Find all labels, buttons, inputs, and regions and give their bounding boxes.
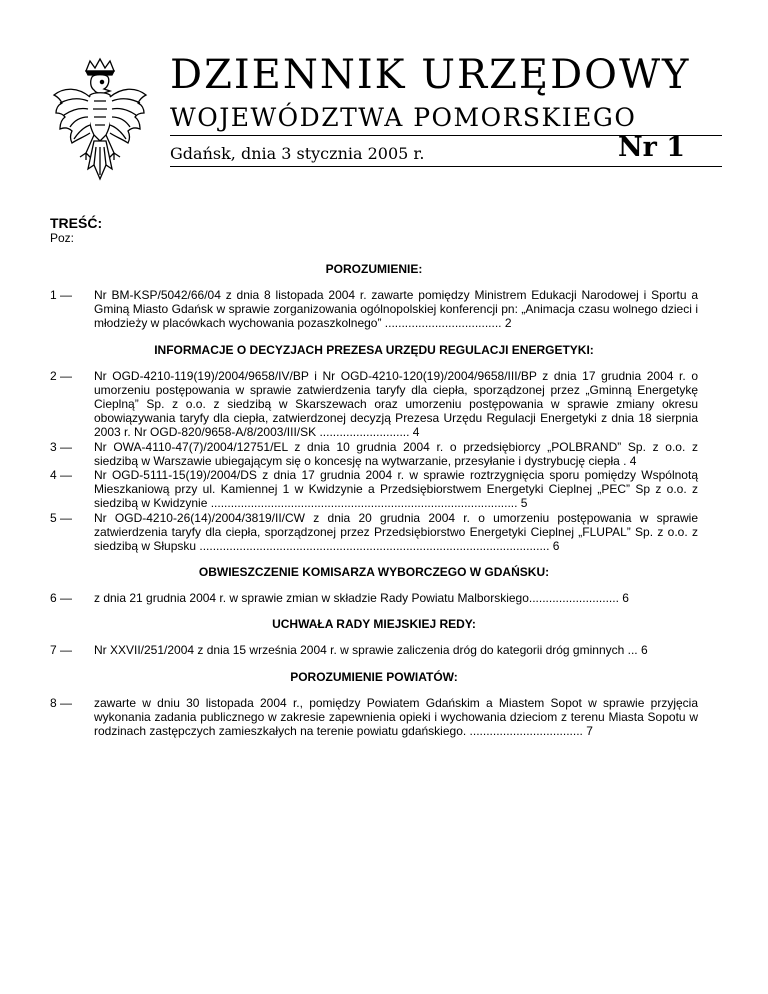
entry-text: Nr OGD-4210-119(19)/2004/9658/IV/BP i Nr OGD-4210-120(19)/2004/9658/III/BP z dnia 17 grudnia 2004 r. o umorzeniu postępowania w sprawie zatwierdzenia taryfy dla ciepła, sporządzonej przez „Gminną Energetykę Cieplną” Sp. z o.o. z siedzibą w Skarszewach oraz umorzeniu postępowania w sprawie zmiany okresu obowiązywania taryfy dla ciepła, zatwierdzonej decyzją Prezesa Urzędu Regulacji Energetyki z dnia 18 sierpnia 2003 r. Nr OGD-820/9658-A/8/2003/III/SK ........................... 4 <box>94 368 698 440</box>
toc-entry <box>50 696 698 739</box>
entry-text: zawarte w dniu 30 listopada 2004 r., pomiędzy Powiatem Gdańskim a Miastem Sopot w sprawie przyjęcia wykonania zadania publicznego w zakresie zapewnienia opieki i wychowania dzieciom z terenu Miasta Sopotu w rodzinach zastępczych zamieszkałych na terenie powiatu gdańskiego. .................................. 7 <box>94 695 698 739</box>
entry-text: Nr OWA-4110-47(7)/2004/12751/EL z dnia 10 grudnia 2004 r. o przedsiębiorcy „POLBRAND” Sp. z o.o. z siedzibą w Warszawie ubiegającym się o koncesję na wytwarzanie, przesyłanie i dystrybucję ciepła . 4 <box>94 439 698 468</box>
issue-number: Nr 1 <box>618 132 686 163</box>
entry-position-number: 6 — <box>50 591 73 606</box>
publication-date: Gdańsk, dnia 3 stycznia 2005 r. <box>170 144 425 163</box>
toc-heading: TREŚĆ: <box>50 215 103 231</box>
toc-section <box>50 670 698 739</box>
section-heading: INFORMACJE O DECYZJACH PREZESA URZĘDU REGULACJI ENERGETYKI: <box>154 342 594 357</box>
toc-entry <box>50 643 698 657</box>
section-heading: POROZUMIENIE POWIATÓW: <box>290 669 458 684</box>
toc-section <box>50 343 698 554</box>
entry-position-number: 4 — <box>50 468 73 483</box>
toc-section <box>50 262 698 331</box>
toc-sections <box>50 262 698 738</box>
toc-entry <box>50 511 698 554</box>
section-heading: OBWIESZCZENIE KOMISARZA WYBORCZEGO W GDAŃSKU: <box>198 565 550 580</box>
table-of-contents <box>50 262 698 750</box>
toc-entry <box>50 440 698 468</box>
entry-position-number: 1 — <box>50 288 73 302</box>
entry-text: Nr OGD-5111-15(19)/2004/DS z dnia 17 grudnia 2004 r. w sprawie roztrzygnięcia sporu pomiędzy Wspólnotą Mieszkaniową przy ul. Kamiennej 1 w Kwidzynie a Przedsiębiorstwem Energetyki Cieplnej „PEC” Sp z o.o. z siedzibą w Kwidzynie ............................................................................................ 5 <box>94 468 698 511</box>
entry-text: z dnia 21 grudnia 2004 r. w sprawie zmian w składzie Rady Powiatu Malborskiego........................... 6 <box>94 591 629 606</box>
masthead <box>0 0 768 200</box>
entry-text: Nr XXVII/251/2004 z dnia 15 września 2004 r. w sprawie zaliczenia dróg do kategorii dróg gminnych ... 6 <box>94 643 648 658</box>
toc-entry <box>50 369 698 440</box>
publication-title: DZIENNIK URZĘDOWY <box>170 52 691 98</box>
toc-poz-label: Poz: <box>50 231 75 245</box>
publication-subtitle: WOJEWÓDZTWA POMORSKIEGO <box>170 103 637 132</box>
section-heading: POROZUMIENIE: <box>325 262 423 276</box>
section-heading: UCHWAŁA RADY MIEJSKIEJ REDY: <box>272 617 476 632</box>
toc-section <box>50 617 698 657</box>
entry-text: Nr BM-KSP/5042/66/04 z dnia 8 listopada 2004 r. zawarte pomiędzy Ministrem Edukacji Narodowej i Sportu a Gminą Miasto Gdańsk w sprawie zorganizowania ogólnopolskiej konferencji pn: „Animacja czasu wolnego dzieci i młodzieży w placówkach wychowania pozaszkolnego” ................................... 2 <box>94 288 698 331</box>
entry-position-number: 2 — <box>50 368 73 383</box>
entry-position-number: 7 — <box>50 643 73 658</box>
toc-entry <box>50 591 698 605</box>
entry-position-number: 8 — <box>50 695 73 710</box>
toc-entry <box>50 468 698 511</box>
entry-position-number: 3 — <box>50 439 73 454</box>
entry-text: Nr OGD-4210-26(14)/2004/3819/II/CW z dnia 20 grudnia 2004 r. o umorzeniu postępowania w sprawie zatwierdzenia taryfy dla ciepła, sporządzonej przez Przedsiębiorstwo Energetyki Cieplnej „FLUPAL” Sp. z o.o. z siedzibą w Słupsku ......................................................................................................... 6 <box>94 510 698 554</box>
entry-position-number: 5 — <box>50 510 73 525</box>
header-rule-bottom <box>170 166 722 167</box>
toc-section <box>50 565 698 605</box>
eagle-emblem-icon <box>50 57 150 185</box>
toc-entry <box>50 288 698 331</box>
